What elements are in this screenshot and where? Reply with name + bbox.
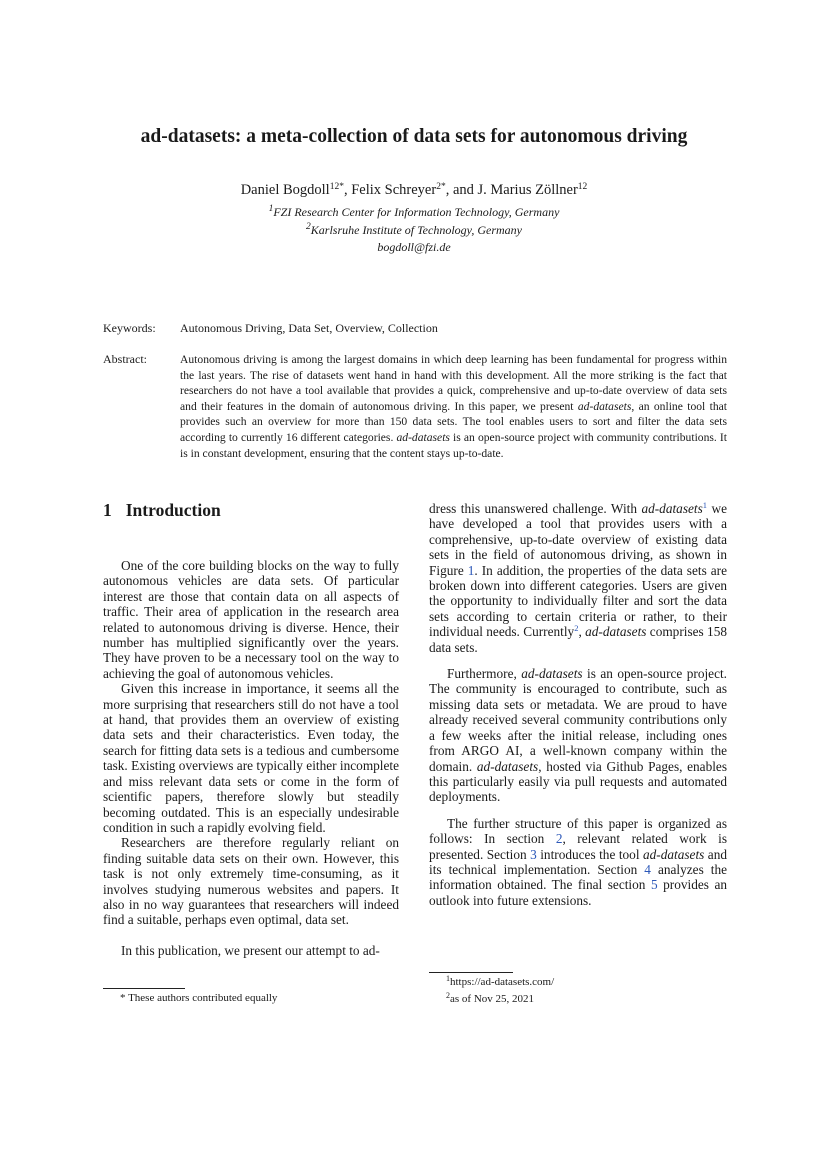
paper-title: ad-datasets: a meta-collection of data sets for autonomous driving [140,126,688,147]
author-affil-mark: 12 [577,182,588,192]
footnote [446,993,534,1005]
footnote-ref[interactable]: 1 [702,500,708,510]
paragraph: In this publication, we present our attempt to ad- [121,942,380,958]
author-name: Daniel Bogdoll [240,182,330,198]
section-ref[interactable]: 5 [650,877,658,893]
author-name: Felix Schreyer [351,182,437,198]
paragraph: The further structure of this paper is organized as follows: In section 2, relevant related work is presented. Section 3 introduces the tool ad-datasets and its technical implementation. Section 4 analyzes the information obtained. The final section 5 provides an outlook into future extensions. [429,815,728,908]
footnote-ref[interactable]: 2 [574,623,579,634]
footnote-text: These authors contributed equally [128,992,278,1004]
affiliation-line [60,223,768,238]
paragraph: dress this unanswered challenge. With ad-datasets$^1$ we have developed a tool that provides users with a comprehensive, up-to-date overview of existing data sets in the field of autonomous driving, as shown in Figure 1. In addition, the properties of the data sets are broken down into different categories. Users are given the opportunity to individually filter and sort the data sets according to certain criteria or rather, to their individual needs. Currently$^2$, ad-datasets comprises 158 data sets. [429,500,727,655]
keywords-label: Keywords: [103,321,156,335]
tool-name: ad-datasets [396,430,450,444]
tool-name: ad-datasets [476,758,539,774]
section-heading [103,500,221,521]
footnote-rule [429,972,513,973]
footnote-rule [103,988,185,989]
tool-name: ad-datasets [577,399,632,413]
section-ref[interactable]: 4 [644,861,651,877]
footnote-number: 2 [446,991,450,1000]
author-affil-mark: 12* [329,182,344,192]
section-number: 1 [103,500,112,520]
author-name: J. Marius Zöllner [477,182,578,198]
footnote [120,992,277,1004]
affiliation-line [60,205,768,220]
author-separator: , and [445,182,478,198]
footnote-mark: * [120,992,126,1004]
paragraph: Furthermore, ad-datasets is an open-source project. The community is encouraged to contribute, such as missing data sets or metadata. We are proud to have already received several community contributions only a few weeks after the initial release, including ones from ARGO AI, a well-known company within the domain. ad-datasets, hosted via Github Pages, enables this particularly easily via pull requests and automated deployments. [429,666,727,805]
affil-text: Karlsruhe Institute of Technology, Germany [310,223,522,237]
left-column [103,558,399,958]
section-ref[interactable]: 2 [555,831,563,847]
section-ref[interactable]: 3 [530,846,537,862]
abstract-label: Abstract: [103,352,147,366]
affil-text: FZI Research Center for Information Technology, Germany [273,205,560,219]
tool-name: ad-datasets [521,666,583,682]
tool-name: ad-datasets [643,846,705,862]
keywords-text: Autonomous Driving, Data Set, Overview, Collection [180,321,438,335]
footnote-number: 1 [446,974,450,983]
affil-mark: 1 [268,204,274,214]
right-column [429,501,727,908]
tool-name: ad-datasets [641,501,703,516]
footnote [446,976,554,988]
abstract-text: Autonomous driving is among the largest domains in which deep learning has been fundamental for progress within the last years. The rise of datasets went hand in hand with this development. All the more striking is the fact that researchers do not have a tool available that provides a quick, comprehensive and up-to-date overview of data sets and their features in the domain of autonomous driving. In this paper, we present ad-datasets, an online tool that provides such an overview for more than 150 data sets. The tool enables users to sort and filter the data sets according to currently 16 different categories. ad-datasets is an open-source project with community contributions. It is in constant development, ensuring that the content stays up-to-date. [180,353,727,460]
figure-ref[interactable]: 1 [467,562,475,578]
tool-name: ad-datasets [585,624,647,640]
contact-email[interactable]: bogdoll@fzi.de [377,240,451,254]
section-title: Introduction [125,500,221,520]
author-separator: , [343,182,352,198]
paragraph: Researchers are therefore regularly reliant on finding suitable data sets on their own. However, this task is not only extremely time-consuming, as it involves studying numerous websites and papers. It also in no way guarantees that researchers will indeed find a suitable, perhaps even optimal, data set. [103,835,399,928]
footnote-link[interactable]: https://ad-datasets.com/ [450,976,555,988]
affil-mark: 2 [306,222,311,232]
arxiv-stamp [18,360,68,840]
author-list [60,182,768,199]
paragraph: Given this increase in importance, it seems all the more surprising that researchers still do not have a tool at hand, that provides them an overview of existing data sets and their characteristics. Even today, the search for fitting data sets is a tedious and cumbersome task. Existing overviews are typically either incomplete and miss relevant data sets or come in the form of scientific papers, therefore slowly but steadily becoming outdated. This is an especially undesirable condition in such a rapidly evolving field. [103,681,399,835]
footnote-text: as of Nov 25, 2021 [450,993,535,1005]
paragraph: One of the core building blocks on the way to fully autonomous vehicles are data sets. Of particular interest are those that contain data on all aspects of traffic. Their area of application in the research area related to autonomous driving is diverse. Hence, their number has multiplied significantly over the years. They have proven to be a necessary tool on the way to achieving the goal of autonomous vehicles. [103,558,399,681]
author-affil-mark: 2* [436,182,446,192]
